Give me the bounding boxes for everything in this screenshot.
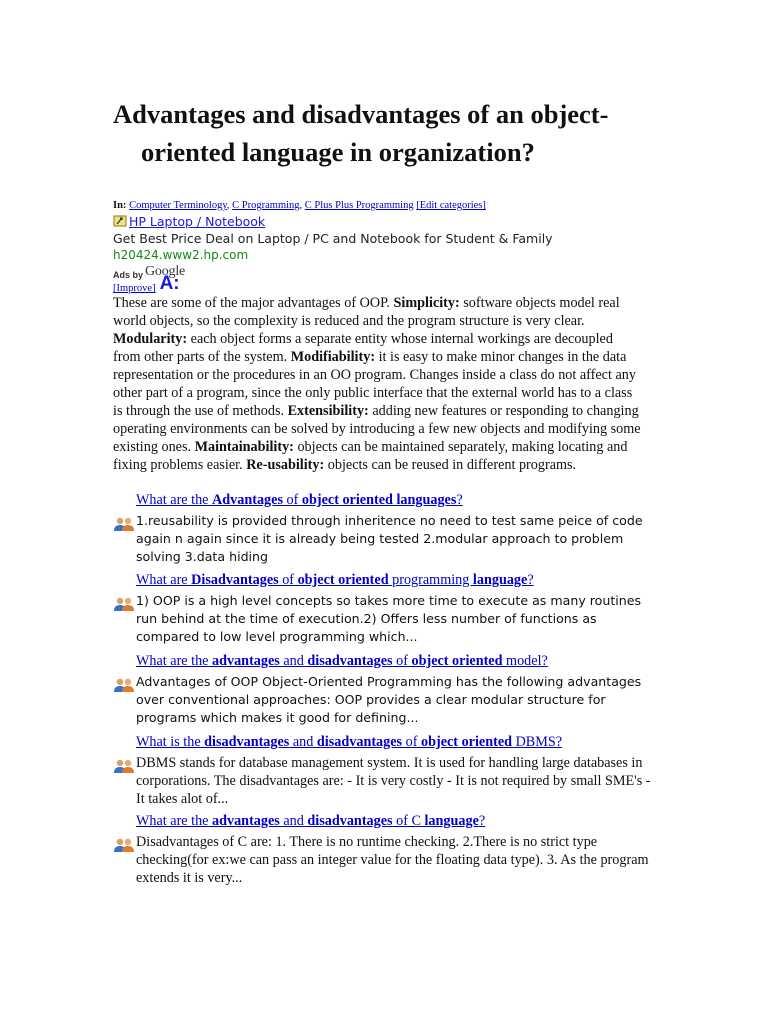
- related-item: [113, 733, 673, 808]
- question-part: advantages: [212, 813, 280, 829]
- question-part: What are the: [136, 653, 213, 669]
- ads-by-google[interactable]: [113, 263, 673, 280]
- question-part: language: [472, 572, 528, 588]
- question-part: and: [289, 734, 317, 750]
- answer-term: Re-usability:: [246, 457, 325, 473]
- answer-text: objects can be reused in different programs.: [324, 457, 577, 473]
- related-question-link[interactable]: [113, 812, 673, 830]
- answer-term: Simplicity:: [393, 295, 460, 311]
- related-question-link[interactable]: [113, 733, 673, 751]
- question-part: Disadvantages: [191, 572, 279, 588]
- users-icon: [113, 677, 135, 693]
- sponsored-ad: [113, 212, 673, 280]
- ad-title-link[interactable]: HP Laptop / Notebook: [129, 213, 266, 229]
- question-part: disadvantages: [204, 734, 290, 750]
- question-part: of: [392, 653, 412, 669]
- question-part: object oriented: [421, 734, 513, 750]
- question-part: object oriented: [297, 572, 389, 588]
- question-part: What is the: [136, 734, 205, 750]
- question-part: of: [402, 734, 421, 750]
- answer-term: Maintainability:: [194, 439, 294, 455]
- question-part: disadvantages: [316, 734, 403, 750]
- answer-body: [113, 294, 643, 474]
- question-part: and: [279, 653, 308, 669]
- question-part: of: [282, 492, 302, 508]
- answer-text: adding new features or responding to changing operating environments can be solved by introducing a few new objects and modifying some existing ones.: [113, 403, 641, 455]
- question-part: of: [278, 572, 298, 588]
- related-answer-snippet: DBMS stands for database management system. It is used for handling large databases in corporations. The disadvantages are: - It is very costly - It is not required by small SME's - It takes alot of...: [136, 755, 651, 807]
- question-part: ?: [478, 813, 486, 829]
- google-logo: Google: [145, 264, 186, 279]
- answer-header: [113, 274, 180, 294]
- related-answer-snippet: 1) OOP is a high level concepts so takes more time to execute as many routines run behind at the time of execution.2) Offers less number of functions as compared to low level programming which...: [136, 593, 642, 644]
- related-item: [113, 812, 673, 887]
- question-part: DBMS?: [512, 734, 563, 750]
- answer-text: These are some of the major advantages of OOP.: [113, 295, 394, 311]
- question-part: model?: [502, 653, 548, 669]
- related-answer-snippet: 1.reusability is provided through inheritence no need to test same peice of code again n again since it is already being tested 2.modular approach to problem solving 3.data hiding: [136, 513, 643, 564]
- answer-text: it is easy to make minor changes in the data representation or the procedures in an OO program. Changes inside a class do not affect any other part of a program, since the only public interface that the external world has to a class is through the use of methods.: [113, 349, 636, 419]
- categories-prefix: In:: [113, 200, 127, 211]
- question-part: advantages: [212, 653, 280, 669]
- answer-term: Modularity:: [113, 331, 188, 347]
- ad-description: Get Best Price Deal on Laptop / PC and Notebook for Student & Family: [113, 231, 553, 246]
- ad-url[interactable]: h20424.www2.hp.com: [113, 248, 249, 262]
- question-part: and: [279, 813, 308, 829]
- category-link-c-plus-plus[interactable]: C Plus Plus Programming: [304, 200, 414, 211]
- related-answer-snippet: Disadvantages of C are: 1. There is no runtime checking. 2.There is no strict type checking(for ex:we can pass an integer value for the floating data type). 3. As the program extends it is very...: [136, 834, 649, 886]
- improve-link[interactable]: [Improve]: [113, 283, 156, 294]
- answer-text: each object forms a separate entity whose internal workings are decoupled from other parts of the system.: [113, 331, 613, 365]
- edit-categories-link[interactable]: [Edit categories]: [416, 200, 486, 211]
- question-part: programming: [388, 572, 473, 588]
- users-icon: [113, 758, 135, 774]
- question-part: ?: [527, 572, 534, 588]
- answer-term: Extensibility:: [287, 403, 369, 419]
- users-icon: [113, 516, 135, 532]
- question-part: of C: [392, 813, 425, 829]
- question-part: Advantages: [212, 492, 283, 508]
- question-part: ?: [456, 492, 463, 508]
- question-part: disadvantages: [307, 813, 393, 829]
- question-part: What are the: [136, 813, 213, 829]
- categories-line: In: Computer Terminology, C Programming, C Plus Plus Programming [Edit categories]: [113, 200, 486, 211]
- related-question-link[interactable]: [113, 491, 673, 509]
- related-item: [113, 491, 673, 566]
- related-question-link[interactable]: [113, 652, 673, 670]
- answer-text: objects can be maintained separately, making locating and fixing problems easier.: [113, 439, 628, 473]
- question-part: What are the: [136, 492, 213, 508]
- answer-text: software objects model real world objects, so the complexity is reduced and the program structure is very clear.: [113, 295, 620, 329]
- users-icon: [113, 596, 135, 612]
- category-link-c-programming[interactable]: C Programming: [232, 200, 300, 211]
- related-item: [113, 571, 673, 646]
- users-icon: [113, 837, 135, 853]
- ad-link-icon: [113, 214, 127, 228]
- page-title: Advantages and disadvantages of an object-oriented language in organization?: [113, 99, 609, 167]
- question-part: object oriented languages: [301, 492, 457, 508]
- related-item: [113, 652, 673, 727]
- question-part: language: [424, 813, 479, 829]
- question-part: What are: [136, 572, 192, 588]
- question-part: object oriented: [411, 653, 503, 669]
- answer-term: Modifiability:: [290, 349, 376, 365]
- answer-label: A:: [159, 273, 180, 294]
- related-question-link[interactable]: [113, 571, 673, 589]
- ads-by-label: Ads by: [113, 270, 144, 280]
- question-part: disadvantages: [307, 653, 393, 669]
- category-link-computer-terminology[interactable]: Computer Terminology: [129, 200, 227, 211]
- related-answer-snippet: Advantages of OOP Object-Oriented Programming has the following advantages over conventional approaches: OOP provides a clear modular structure for programs which makes it good for defining...: [136, 674, 642, 725]
